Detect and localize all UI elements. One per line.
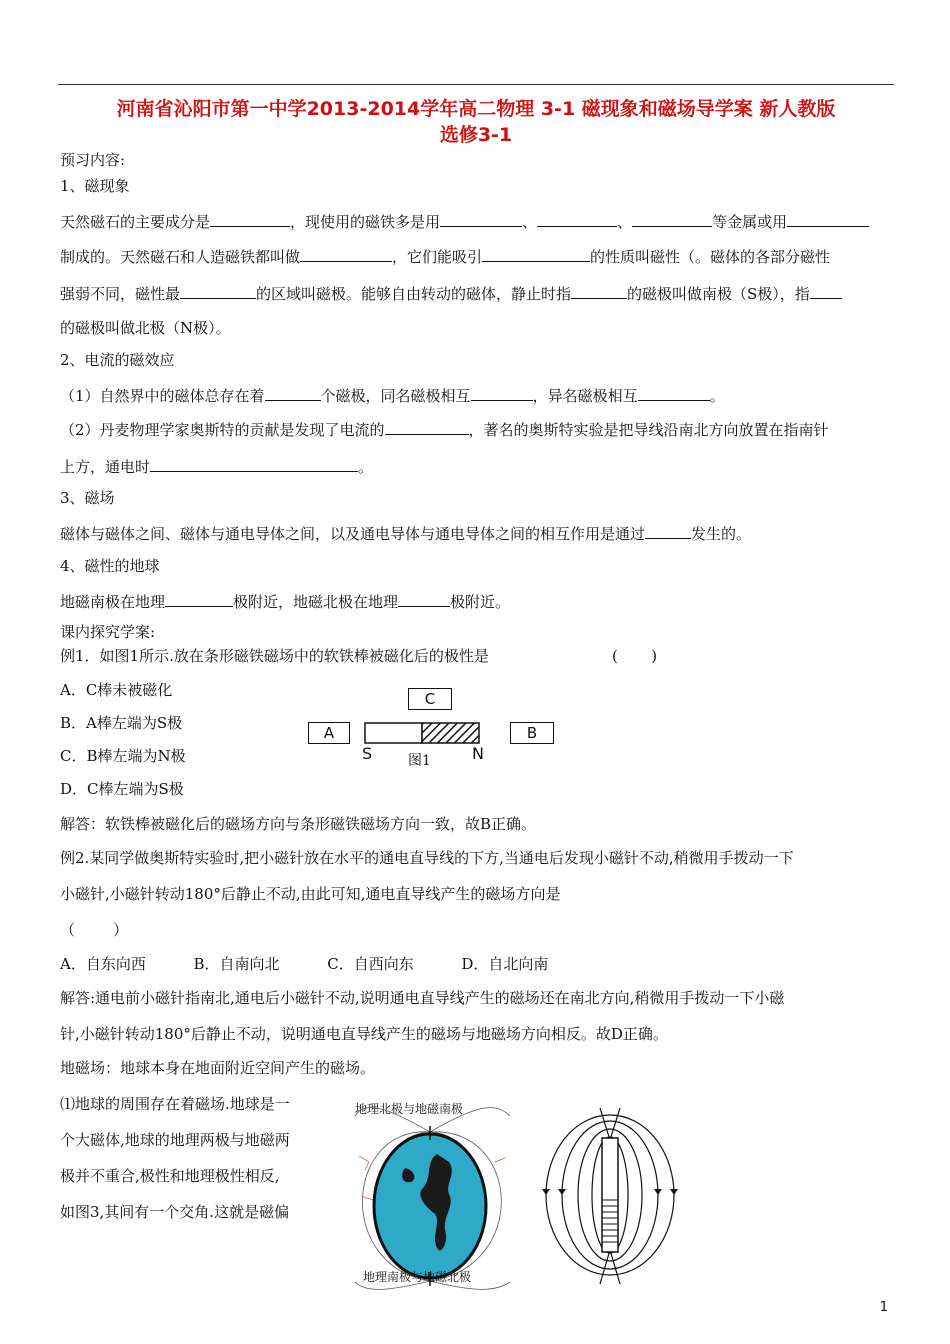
section-heading: 1、磁现象	[60, 177, 130, 195]
paragraph-line: 极并不重合,极性和地理极性相反,	[60, 1167, 280, 1185]
section-heading: 4、磁性的地球	[60, 557, 160, 575]
answer-2-line1: 解答:通电前小磁针指南北,通电后小磁针不动,说明通电直导线产生的磁场还在南北方向,稍微用手拨动一下小磁	[60, 989, 785, 1007]
fill-in-line: 地磁南极在地理 极附近，地磁北极在地理 极附近。	[60, 590, 510, 612]
example-2-line1: 例2.某同学做奥斯特实验时,把小磁针放在水平的通电直导线的下方,当通电后发现小磁针不动,稍微用手拨动一下	[60, 849, 794, 867]
answer-paren: （ ）	[60, 921, 129, 939]
page-number: 1	[879, 1300, 888, 1315]
text-line: 的磁极叫做北极（N极）。	[60, 319, 231, 337]
fill-in-line: （2）丹麦物理学家奥斯特的贡献是发现了电流的 ，著名的奥斯特实验是把导线沿南北方向放置在指南针	[60, 418, 829, 440]
document-title-line2: 选修3-1	[439, 124, 513, 146]
option-c: C．B棒左端为N极	[60, 747, 186, 765]
fill-in-line: 制成的。天然磁石和人造磁铁都叫做 ，它们能吸引 的性质叫磁性（。磁体的各部分磁性	[60, 245, 830, 267]
earth-top-label: 地理北极与地磁南极	[355, 1102, 464, 1116]
paragraph-line: 如图3,其间有一个交角.这就是磁偏	[60, 1203, 290, 1221]
fill-in-line: 强弱不同，磁性最 的区域叫磁极。能够自由转动的磁体，静止时指 的磁极叫做南极（S极），指	[60, 282, 842, 304]
option-b: B．A棒左端为S极	[60, 714, 183, 732]
geomagnetic-definition: 地磁场：地球本身在地面附近空间产生的磁场。	[60, 1059, 376, 1077]
answer-1: 解答：软铁棒被磁化后的磁场方向与条形磁铁磁场方向一致，故B正确。	[60, 815, 537, 833]
earth-magnetic-field-figure	[345, 1096, 520, 1292]
example-2-options: A．自东向西 B．自南向北 C．自西向东 D．自北向南	[60, 955, 549, 973]
figure-1	[300, 688, 570, 778]
fill-in-line: 上方，通电时 。	[60, 455, 373, 477]
rod-c-box: C	[408, 688, 452, 710]
pole-s-label: S	[362, 744, 373, 763]
example-2-line2: 小磁针,小磁针转动180°后静止不动,由此可知,通电直导线产生的磁场方向是	[60, 885, 561, 903]
earth-bottom-label: 地理南极与地磁北极	[363, 1270, 472, 1284]
paragraph-line: 个大磁体,地球的地理两极与地磁两	[60, 1131, 290, 1149]
section-heading: 2、电流的磁效应	[60, 351, 175, 369]
document-title: 河南省沁阳市第一中学2013-2014学年高二物理 3-1 磁现象和磁场导学案 新人教版	[116, 98, 836, 120]
header-rule	[58, 84, 894, 85]
section-heading: 3、磁场	[60, 489, 115, 507]
paragraph-line: ⑴地球的周围存在着磁场.地球是一	[60, 1095, 290, 1113]
pole-n-label: N	[472, 744, 484, 763]
answer-paren: ( )	[612, 647, 658, 665]
fill-in-line: 磁体与磁体之间、磁体与通电导体之间，以及通电导体与通电导体之间的相互作用是通过 发生的。	[60, 522, 751, 544]
fill-in-line: 天然磁石的主要成分是 ，现使用的磁铁多是用 、 、 等金属或用	[60, 210, 869, 232]
fill-in-line: （1）自然界中的磁体总存在着 个磁极，同名磁极相互 ，异名磁极相互 。	[60, 384, 725, 406]
option-a: A．C棒未被磁化	[60, 681, 173, 699]
example-1-question: 例1．如图1所示.放在条形磁铁磁场中的软铁棒被磁化后的极性是	[60, 647, 489, 665]
bar-magnet	[364, 722, 482, 746]
option-d: D．C棒左端为S极	[60, 780, 184, 798]
rod-a-box: A	[308, 722, 350, 744]
rod-b-box: B	[510, 722, 554, 744]
study-heading: 课内探究学案:	[60, 623, 156, 641]
bar-magnet-field-figure	[540, 1100, 680, 1290]
figure-1-caption: 图1	[408, 753, 431, 769]
earth-globe-drawing	[345, 1096, 520, 1292]
answer-2-line2: 针,小磁针转动180°后静止不动，说明通电直导线产生的磁场与地磁场方向相反。故D正确。	[60, 1025, 668, 1043]
preview-heading: 预习内容:	[60, 151, 126, 169]
